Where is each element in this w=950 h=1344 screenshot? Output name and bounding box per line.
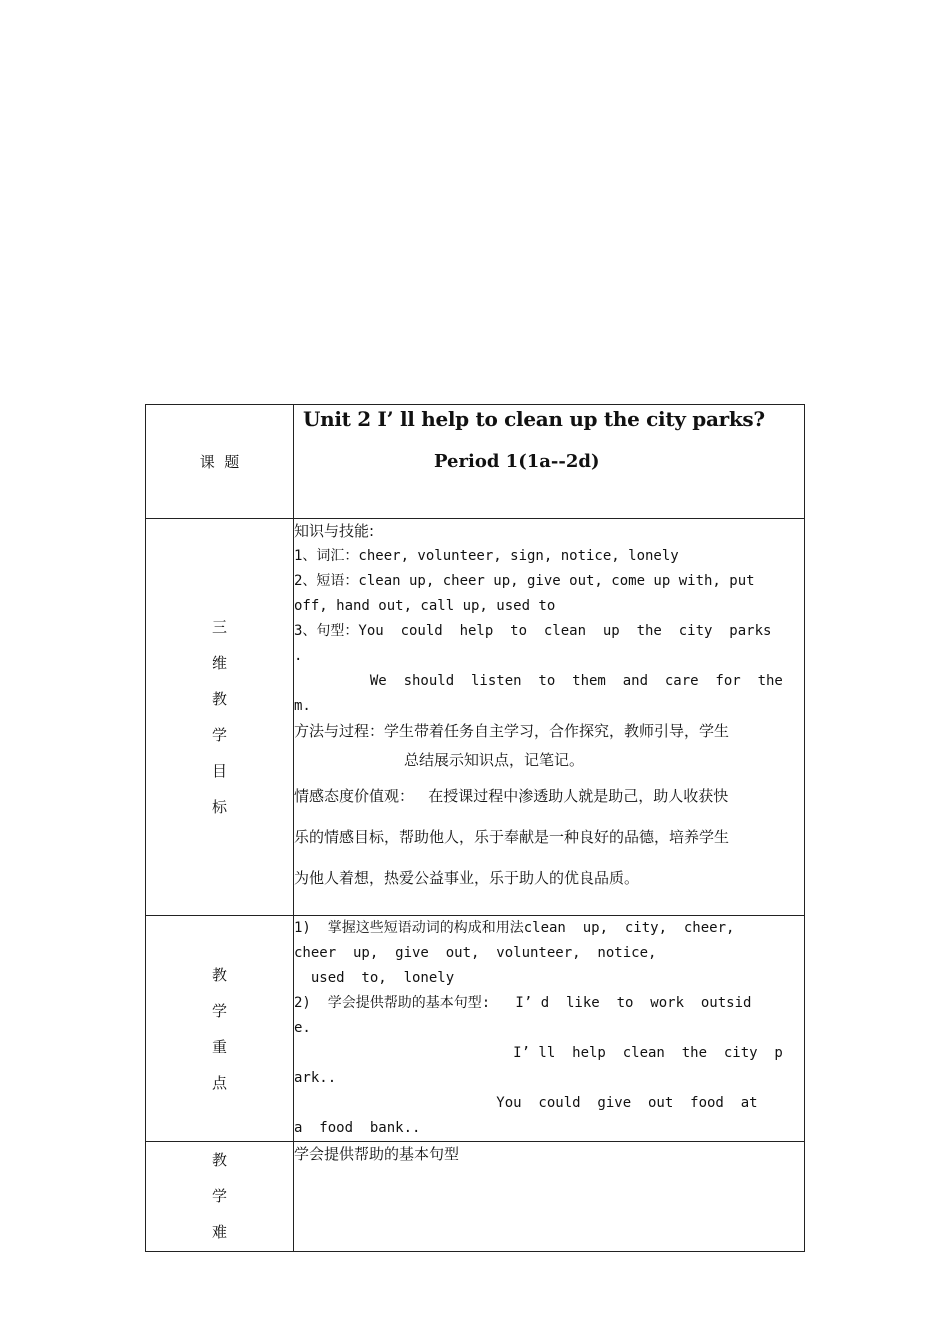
key-point-line: a food bank..: [294, 1120, 421, 1136]
goals-label-char: 标: [211, 798, 227, 816]
title-cell: [294, 405, 805, 519]
sentences-line: 3、句型：You could help to clean up the city parks: [294, 623, 772, 639]
key-points-label-char: 教: [211, 965, 227, 984]
goals-label-char: 三: [211, 618, 227, 636]
sentences-line: .: [294, 648, 303, 664]
goals-label-cell: [146, 519, 294, 916]
knowledge-heading: 知识与技能:: [294, 522, 375, 540]
difficulties-content: [294, 1142, 805, 1252]
goals-label-char: 教: [211, 690, 227, 708]
key-points-label-char: 重: [211, 1037, 227, 1056]
key-points-row: [146, 916, 805, 1142]
emotion-line: 为他人着想，热爱公益事业，乐于助人的优良品质。: [294, 869, 640, 887]
key-points-label-char: 学: [211, 1001, 227, 1020]
phrases-line: off, hand out, call up, used to: [294, 598, 556, 614]
key-point-line: I’ ll help clean the city p: [294, 1045, 783, 1061]
method-line: 方法与过程：学生带着任务自主学习，合作探究，教师引导，学生: [294, 722, 730, 740]
topic-label: 课 题: [199, 452, 240, 471]
difficulties-label-char: 学: [211, 1187, 227, 1205]
phrases-line: 2、短语：clean up, cheer up, give out, come up with, put: [294, 573, 755, 589]
goals-label-char: 学: [211, 726, 227, 744]
topic-label-cell: [146, 405, 294, 519]
sentences-line: m.: [294, 698, 311, 714]
key-point-line: You could give out food at: [294, 1095, 758, 1111]
topic-row: [146, 405, 805, 519]
goals-row: [146, 519, 805, 916]
difficulties-label-cell: [146, 1142, 294, 1252]
method-line: 总结展示知识点，记笔记。: [404, 751, 585, 769]
key-point-line: used to, lonely: [294, 970, 455, 986]
key-points-content: [294, 916, 805, 1142]
lesson-plan-table: [145, 404, 805, 1252]
key-points-label-cell: [146, 916, 294, 1142]
difficulties-label-char: 难: [211, 1223, 227, 1241]
difficulty-line: 学会提供帮助的基本句型: [294, 1145, 460, 1163]
key-point-line: 2) 学会提供帮助的基本句型: I’ d like to work outsid: [294, 995, 752, 1011]
key-point-line: e.: [294, 1020, 311, 1036]
goals-label-char: 维: [211, 654, 227, 672]
sentences-line: We should listen to them and care for the: [294, 673, 783, 689]
key-point-line: ark..: [294, 1070, 337, 1086]
emotion-line: 情感态度价值观： 在授课过程中渗透助人就是助己，助人收获快: [294, 787, 729, 805]
lesson-title: Unit 2 I’ ll help to clean up the city parks?: [303, 407, 765, 431]
lesson-period: Period 1(1a--2d): [434, 451, 600, 472]
goals-content: [294, 519, 805, 916]
key-points-label-char: 点: [211, 1073, 227, 1092]
goals-label-char: 目: [211, 762, 227, 780]
key-point-line: 1) 掌握这些短语动词的构成和用法clean up, city, cheer,: [294, 920, 735, 936]
emotion-line: 乐的情感目标，帮助他人，乐于奉献是一种良好的品德，培养学生: [294, 828, 730, 846]
difficulties-row: [146, 1142, 805, 1252]
vocab-line: 1、词汇：cheer, volunteer, sign, notice, lonely: [294, 548, 679, 564]
difficulties-label-char: 教: [211, 1151, 227, 1169]
key-point-line: cheer up, give out, volunteer, notice,: [294, 945, 657, 961]
